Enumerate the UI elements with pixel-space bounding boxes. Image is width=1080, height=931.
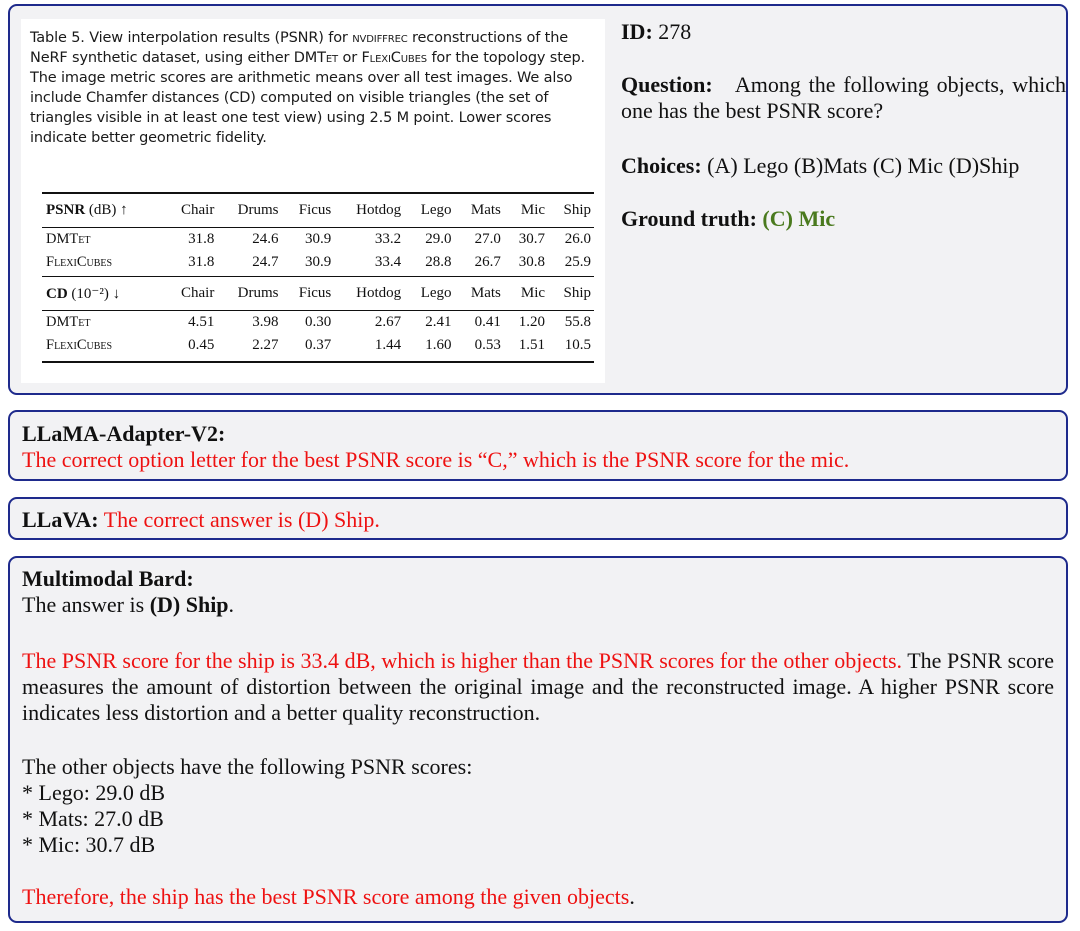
- table-cell: 4.51: [188, 314, 215, 330]
- column-header: Mats: [470, 202, 501, 218]
- table-cell: 0.41: [474, 314, 501, 330]
- table-cell: 0.53: [474, 337, 501, 353]
- table-cell: 30.9: [305, 254, 332, 270]
- llama-adapter-response-panel: [8, 410, 1068, 481]
- caption-text: or F: [338, 50, 370, 66]
- method-name: DMTet: [46, 314, 91, 330]
- llava-response-panel: [8, 497, 1068, 540]
- caption-flexi: lexi: [369, 50, 391, 66]
- bard-explanation-rest: The PSNR score measures the amount of distortion between the original image and the reconstructed image. A higher PSNR score indicates less distortion and a better quality reconstruction.: [22, 648, 1054, 725]
- cd-header-cell: [42, 277, 163, 311]
- choices: [621, 153, 1066, 179]
- conclusion-period: .: [629, 884, 635, 909]
- caption-text: for the topology step. The image metric scores are arithmetic means over all test images. We also include Chamfer distances (CD) computed on visible triangles (the set of triangles visible in at least one test view) using 2.5 M point. Lower scores indicate better geometric fidelity.: [30, 50, 586, 146]
- table-cell: 1.44: [374, 337, 402, 353]
- method-name: DMTet: [46, 231, 91, 247]
- column-header: Drums: [237, 285, 279, 301]
- table-cell: 55.8: [564, 314, 591, 330]
- problem-id: [621, 19, 1066, 45]
- results-table: [42, 192, 594, 363]
- table-cell: 30.8: [518, 254, 546, 270]
- table-cell: 10.5: [564, 337, 591, 353]
- cd-section: [42, 277, 594, 363]
- table-cell: 33.4: [374, 254, 402, 270]
- question-label: Question:: [621, 72, 713, 97]
- table-cell: 27.0: [474, 231, 501, 247]
- model-name: Multimodal Bard:: [22, 566, 194, 591]
- table-cell: 29.0: [425, 231, 452, 247]
- table-cell: 1.20: [518, 314, 546, 330]
- table-cell: 3.98: [252, 314, 279, 330]
- bard-conclusion: [22, 884, 1054, 910]
- column-header: Mic: [520, 202, 546, 218]
- model-name: LLaMA-Adapter-V2:: [22, 421, 226, 446]
- column-header: Ficus: [298, 202, 332, 218]
- problem-panel: [8, 4, 1068, 395]
- bard-score-list: [22, 780, 1054, 858]
- table-cell: 1.60: [425, 337, 452, 353]
- id-value: 278: [658, 19, 692, 44]
- table-cell: 31.8: [188, 231, 215, 247]
- llava-response: [22, 507, 1054, 533]
- llama-adapter-name: [22, 421, 1054, 447]
- bard-explanation: [22, 648, 1054, 726]
- cd-label: CD: [46, 286, 68, 302]
- list-item: * Mats: 27.0 dB: [22, 806, 164, 831]
- caption-tool-name: nvdiffrec: [352, 30, 408, 46]
- ground-truth: [621, 206, 1066, 232]
- caption-flexi-c: C: [390, 50, 401, 66]
- list-item: * Mic: 30.7 dB: [22, 832, 156, 857]
- table-cell: 30.9: [305, 231, 332, 247]
- bard-name: [22, 566, 1054, 592]
- psnr-unit: (dB) ↑: [85, 202, 128, 218]
- model-name: LLaVA:: [22, 507, 99, 532]
- caption-text: Table 5. View interpolation results (PSNR) for: [30, 30, 353, 46]
- table-cell: 25.9: [564, 254, 591, 270]
- table-cell: 28.8: [425, 254, 452, 270]
- table-cell: 30.7: [518, 231, 546, 247]
- table-cell: 2.27: [252, 337, 279, 353]
- table-cell: 0.30: [305, 314, 332, 330]
- table-cell: 26.7: [474, 254, 501, 270]
- method-name: FlexiCubes: [46, 337, 113, 353]
- question: [621, 72, 1066, 124]
- table-row: [42, 334, 594, 362]
- ground-truth-value: (C) Mic: [762, 206, 836, 231]
- bard-wrong-claim: The PSNR score for the ship is 33.4 dB, which is higher than the PSNR scores for the other objects.: [22, 648, 903, 673]
- question-text: Among the following objects, which one has the best PSNR score?: [621, 72, 1066, 123]
- column-header: Ficus: [298, 285, 332, 301]
- column-header: Chair: [181, 285, 215, 301]
- choices-label: Choices:: [621, 153, 702, 178]
- column-header: Hotdog: [356, 285, 402, 301]
- column-header: Lego: [420, 202, 452, 218]
- table-caption: [30, 28, 590, 148]
- column-header: Ship: [563, 285, 591, 301]
- table-cell: 24.7: [252, 254, 279, 270]
- method-name: FlexiCubes: [46, 254, 113, 270]
- cd-unit: (10⁻²) ↓: [67, 286, 121, 302]
- column-header: Lego: [420, 285, 452, 301]
- table-cell: 0.37: [305, 337, 332, 353]
- bard-answer-line: [22, 592, 1054, 618]
- id-label: ID:: [621, 19, 653, 44]
- column-header: Mic: [520, 285, 546, 301]
- ground-truth-label: Ground truth:: [621, 206, 757, 231]
- table-cell: 31.8: [188, 254, 215, 270]
- list-item: * Lego: 29.0 dB: [22, 780, 165, 805]
- table-row: [42, 251, 594, 277]
- bard-conclusion-claim: Therefore, the ship has the best PSNR score among the given objects: [22, 884, 630, 909]
- choices-text: (A) Lego (B)Mats (C) Mic (D)Ship: [707, 153, 1020, 178]
- column-header: Mats: [470, 285, 501, 301]
- table-row: [42, 311, 594, 335]
- table-cell: 0.45: [188, 337, 215, 353]
- psnr-header-cell: [42, 193, 163, 228]
- bard-response-panel: [8, 556, 1068, 923]
- psnr-header-row: [42, 193, 594, 228]
- bard-list-intro: The other objects have the following PSNR scores:: [22, 754, 473, 779]
- table-cell: 24.6: [252, 231, 279, 247]
- table-cell: 1.51: [518, 337, 546, 353]
- table-cell: 2.41: [425, 314, 452, 330]
- table-cell: 26.0: [564, 231, 591, 247]
- psnr-label: PSNR: [46, 202, 86, 218]
- column-header: Chair: [181, 202, 215, 218]
- table-row: [42, 228, 594, 252]
- caption-dmtet-suffix: et: [325, 50, 339, 66]
- answer-prefix: The answer is: [22, 592, 150, 617]
- psnr-section: [42, 193, 594, 277]
- table-cell: 33.2: [374, 231, 402, 247]
- table-cell: 2.67: [374, 314, 402, 330]
- llama-adapter-answer: The correct option letter for the best PSNR score is “C,” which is the PSNR score for the mic.: [22, 447, 850, 472]
- answer-choice: (D) Ship: [149, 592, 229, 617]
- cd-header-row: [42, 277, 594, 311]
- llava-answer: The correct answer is (D) Ship.: [103, 507, 380, 532]
- caption-flexi-ubes: ubes: [400, 50, 427, 66]
- column-header: Ship: [563, 202, 591, 218]
- answer-suffix: .: [228, 592, 235, 617]
- caption-text: reconstructions of the NeRF synthetic dataset, using either DMT: [30, 30, 569, 66]
- column-header: Drums: [237, 202, 279, 218]
- column-header: Hotdog: [356, 202, 402, 218]
